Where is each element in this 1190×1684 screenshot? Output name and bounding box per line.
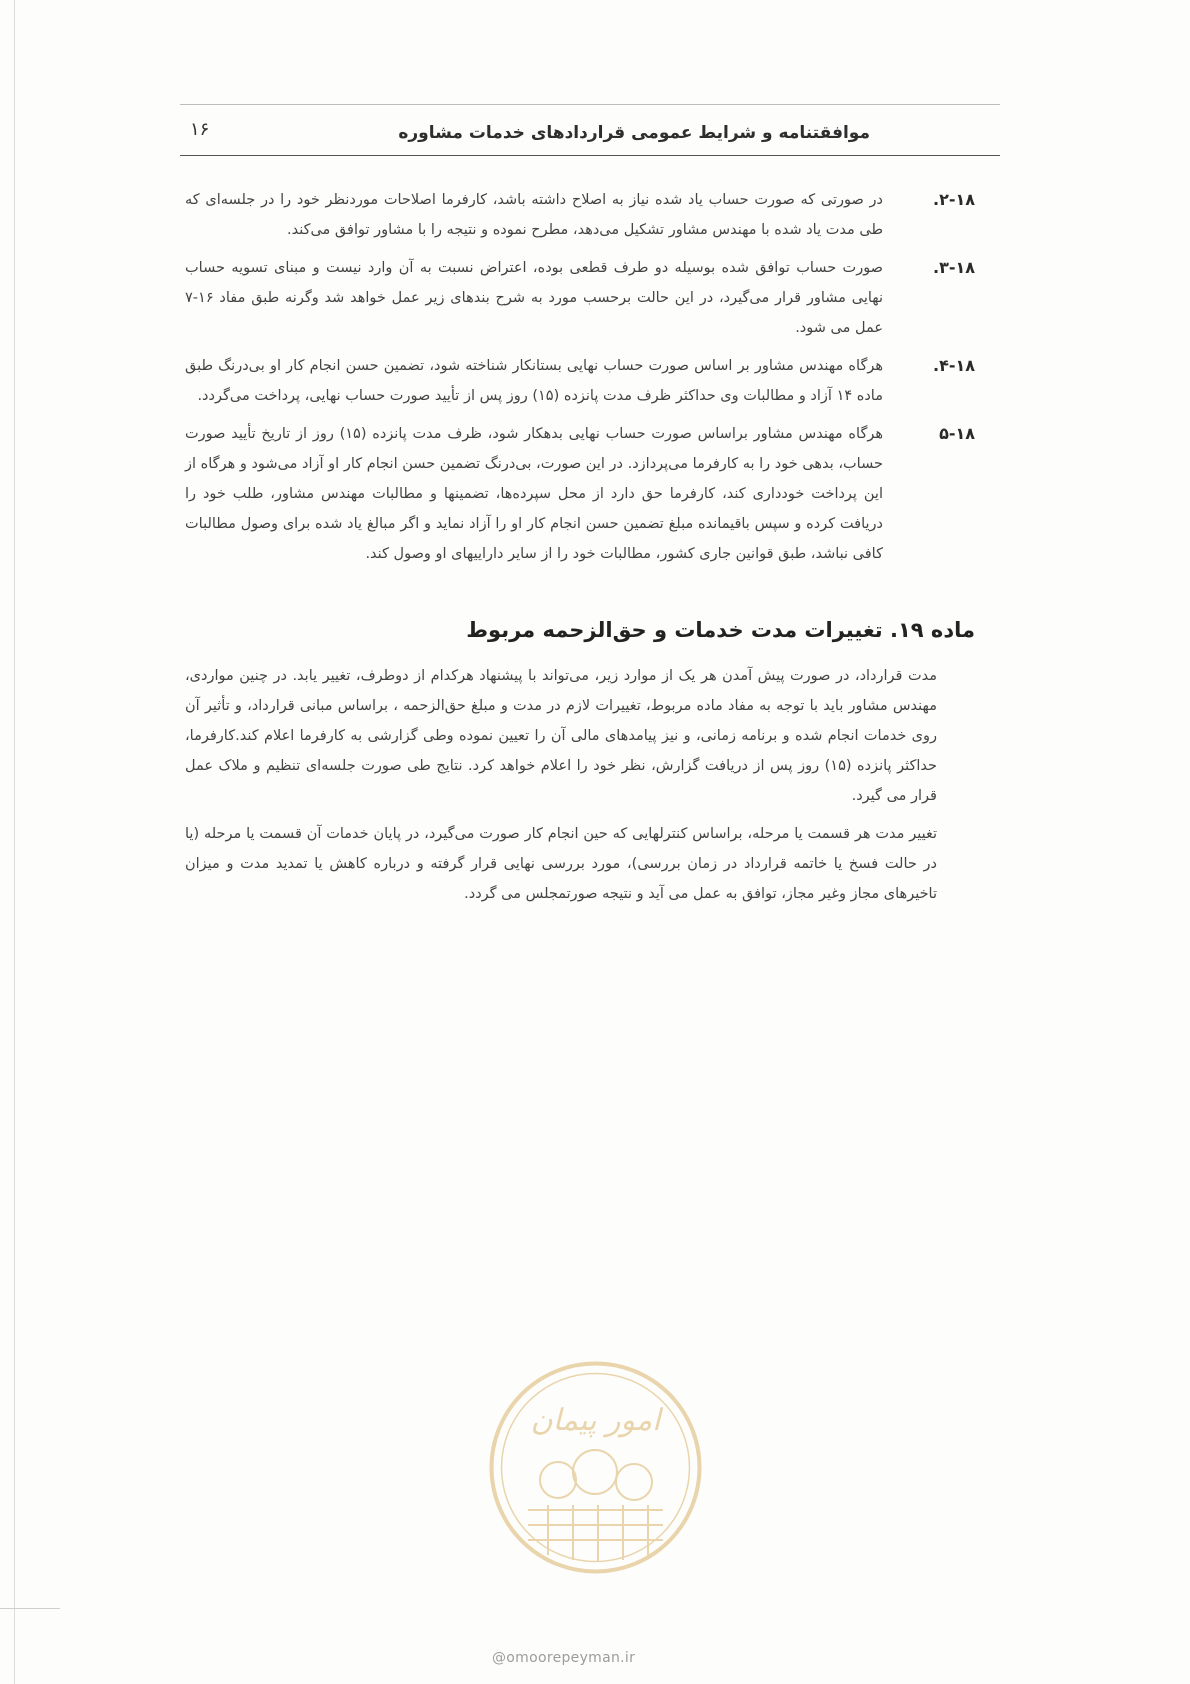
header-title: موافقتنامه و شرایط عمومی قراردادهای خدمات مشاوره: [398, 123, 870, 143]
clause-text: صورت حساب توافق شده بوسیله دو طرف قطعی بوده، اعتراض نسبت به آن وارد نیست و مبنای تسویه حساب نهایی مشاور قرار می‌گیرد، در این حالت برحسب مورد به شرح بندهای زیر عمل خواهد شد وگرنه طبق مفاد ۱۶-۷ عمل می شود.: [185, 260, 883, 336]
paragraph-text: تغییر مدت هر قسمت یا مرحله، براساس کنترلهایی که حین انجام کار صورت می‌گیرد، در پایان خدمات آن قسمت یا مرحله (یا در حالت فسخ یا خاتمه قرارداد در زمان بررسی)، مورد بررسی نهایی قرار گرفته و درباره کاهش یا تمدید مدت و میزان تاخیرهای مجاز وغیر مجاز، توافق به عمل می آید و نتیجه صورتمجلس می گردد.: [185, 826, 937, 902]
clause-number: ۵-۱۸: [939, 424, 975, 443]
article-19-paragraph-2: [185, 819, 975, 909]
svg-text:امور پیمان: امور پیمان: [530, 1403, 661, 1438]
page-number: ۱۶: [190, 119, 210, 140]
clause-text: هرگاه مهندس مشاور براساس صورت حساب نهایی بدهکار شود، ظرف مدت پانزده (۱۵) روز از تاریخ تأیید صورت حساب، بدهی خود را به کارفرما می‌پردازد. در این صورت، بی‌درنگ تضمین حسن انجام کار او آزاد می‌شود و هرگاه از این پرداخت خودداری کند، کارفرما حق دارد از محل سپرده‌ها، تضمینها و مطالبات مهندس مشاور، طلب خود را دریافت کرده و سپس باقیمانده مبلغ تضمین حسن انجام کار او را آزاد نماید و اگر مبالغ یاد شده برای وصول مطالبات کافی نباشد، طبق قوانین جاری کشور، مطالبات خود را از سایر داراییهای او وصول کند.: [185, 426, 883, 562]
clause-number: ۳-۱۸.: [932, 258, 975, 277]
clause-number: ۲-۱۸.: [932, 190, 975, 209]
clause-18-2: [185, 185, 975, 245]
seal-logo: [488, 1360, 703, 1575]
watermark-text: @omoorepeyman.ir: [492, 1650, 636, 1666]
seal-logo-graphic: [488, 1360, 703, 1575]
document-body: [185, 185, 975, 917]
article-19-title: ماده ۱۹. تغییرات مدت خدمات و حق‌الزحمه مربوط: [466, 618, 975, 642]
page-edge-line-bottom: [0, 1608, 60, 1609]
clause-18-5: [185, 419, 975, 569]
page-header: [180, 104, 1000, 156]
clause-number: ۴-۱۸.: [932, 356, 975, 375]
paragraph-text: مدت قرارداد، در صورت پیش آمدن هر یک از موارد زیر، می‌تواند با پیشنهاد هرکدام از دوطرف، تغییر یابد. در چنین مواردی، مهندس مشاور باید با توجه به مفاد ماده مربوط، تغییرات لازم در مدت و مبلغ حق‌الزحمه ، براساس مبانی قرارداد، و تأثیر آن روی خدمات انجام شده و برنامه زمانی، و نیز پیامدهای مالی آن را تعیین نموده وطی گزارشی به کارفرما اعلام کند.کارفرما، حداکثر پانزده (۱۵) روز پس از دریافت گزارش، نظر خود را اعلام خواهد کرد. نتایج طی صورت جلسه‌ای تنظیم و ملاک عمل قرار می گیرد.: [185, 668, 937, 804]
article-19-paragraph-1: [185, 661, 975, 811]
clause-18-4: [185, 351, 975, 411]
page-edge-line: [14, 0, 15, 1684]
clause-text: در صورتی که صورت حساب یاد شده نیاز به اصلاح داشته باشد، کارفرما اصلاحات موردنظر خود را در جلسه‌ای که طی مدت یاد شده با مهندس مشاور تشکیل می‌دهد، مطرح نموده و نتیجه را با مشاور توافق می‌کند.: [185, 192, 883, 238]
clause-18-3: [185, 253, 975, 343]
clause-text: هرگاه مهندس مشاور بر اساس صورت حساب نهایی بستانکار شناخته شود، تضمین حسن انجام کار او بی‌درنگ طبق ماده ۱۴ آزاد و مطالبات وی حداکثر ظرف مدت پانزده (۱۵) روز پس از تأیید صورت حساب نهایی، پرداخت می‌گردد.: [185, 358, 883, 404]
